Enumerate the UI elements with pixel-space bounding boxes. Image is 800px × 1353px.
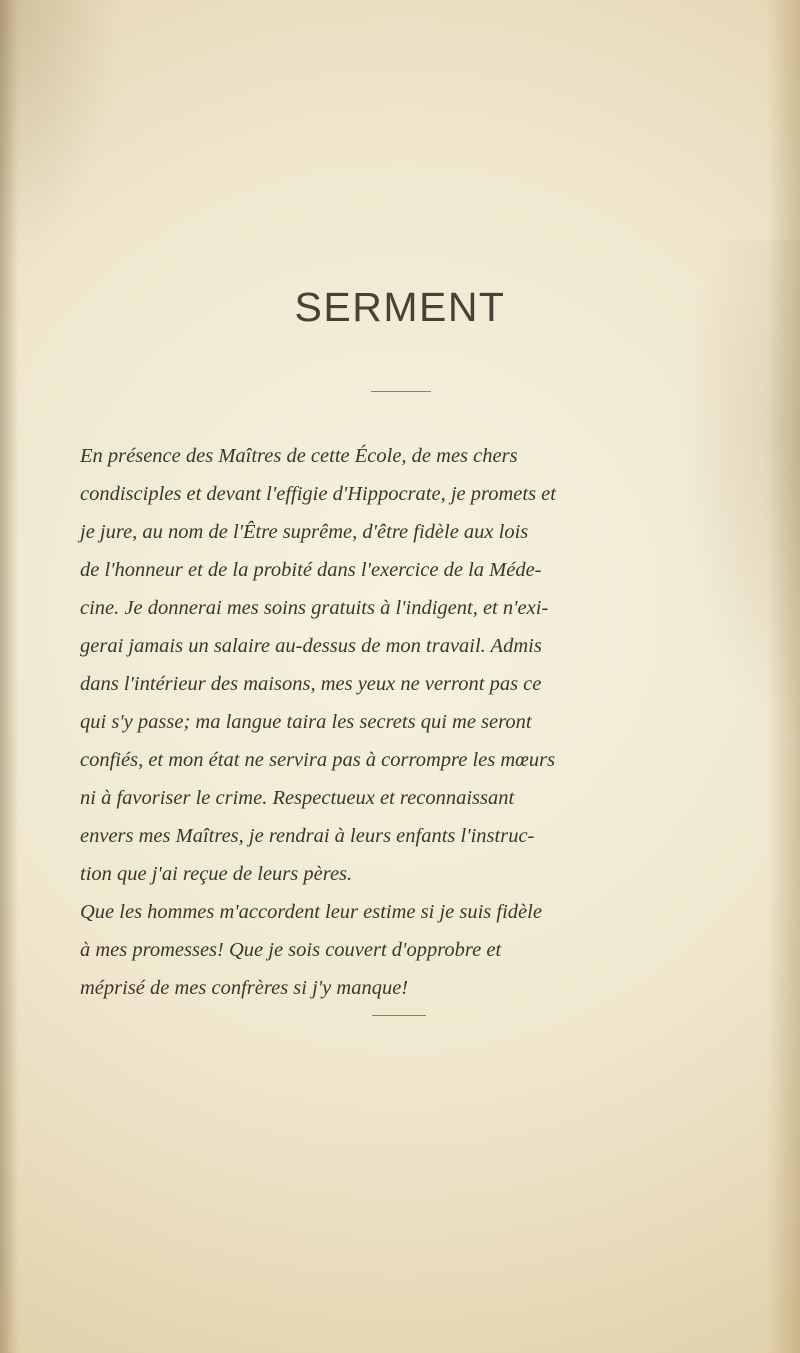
oath-line: méprisé de mes confrères si j'y manque! <box>80 977 409 999</box>
oath-line: gerai jamais un salaire au-dessus de mon travail. Admis <box>80 635 542 657</box>
paper-stain-top-left <box>0 0 120 260</box>
oath-line: de l'honneur et de la probité dans l'exercice de la Méde- <box>80 559 542 581</box>
document-title: SERMENT <box>294 284 506 330</box>
oath-line: ni à favoriser le crime. Respectueux et reconnaissant <box>80 787 515 809</box>
oath-line: envers mes Maîtres, je rendrai à leurs enfants l'instruc- <box>80 825 535 847</box>
oath-line: tion que j'ai reçue de leurs pères. <box>80 863 353 885</box>
oath-line: En présence des Maîtres de cette École, de mes chers <box>80 445 518 467</box>
title-divider <box>371 391 431 392</box>
oath-line: condisciples et devant l'effigie d'Hippocrate, je promets et <box>80 483 556 505</box>
oath-line: dans l'intérieur des maisons, mes yeux ne verront pas ce <box>80 673 542 695</box>
oath-line: confiés, et mon état ne servira pas à corrompre les mœurs <box>80 749 556 771</box>
oath-line: Que les hommes m'accordent leur estime si je suis fidèle <box>80 901 542 923</box>
oath-line: qui s'y passe; ma langue taira les secrets qui me seront <box>80 711 532 733</box>
oath-line: cine. Je donnerai mes soins gratuits à l'indigent, et n'exi- <box>80 597 549 619</box>
oath-text <box>80 437 730 1007</box>
oath-line: à mes promesses! Que je sois couvert d'opprobre et <box>80 939 502 961</box>
closing-divider <box>372 1015 426 1016</box>
oath-line: je jure, au nom de l'Être suprême, d'être fidèle aux lois <box>80 521 529 543</box>
